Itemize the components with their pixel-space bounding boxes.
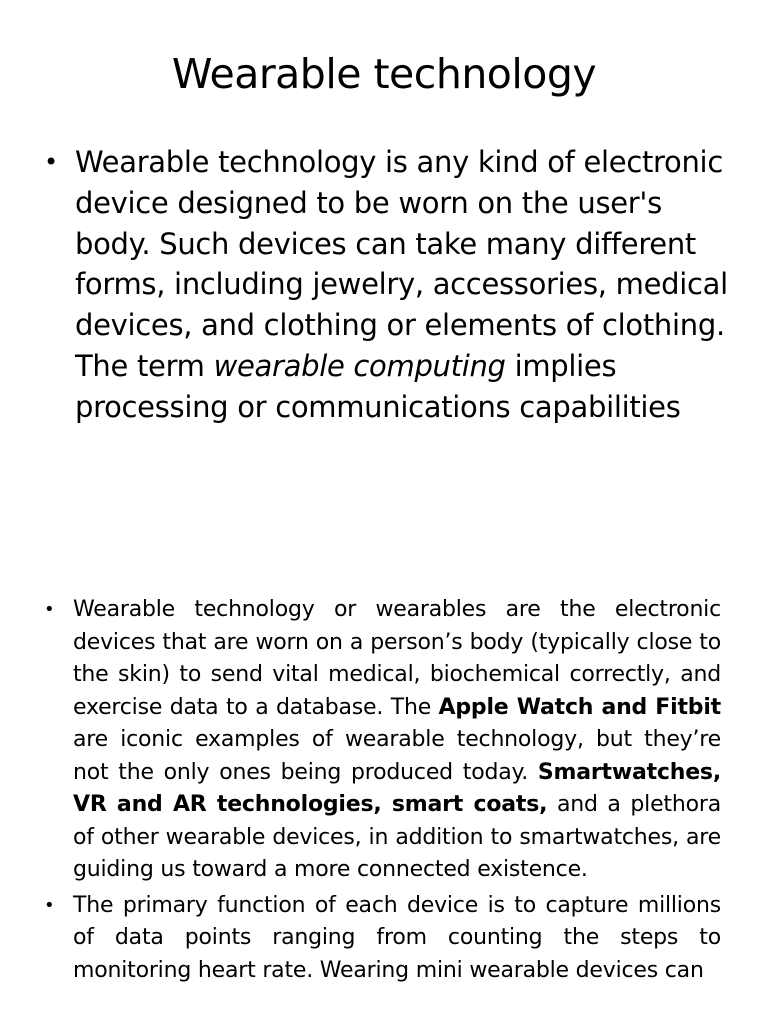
details-text-1: Wearable technology or wearables are the electronic devices that are worn on a person’s body (typically close to the skin) to send vital medical, biochemical correctly, and exercise data to a database. The [73,597,721,720]
bullet-icon: • [44,894,55,916]
intro-bullet-list [44,142,734,428]
details-bullet-item-2 [44,890,721,988]
details-bullet-item-1 [44,594,721,887]
details-bold-2: Smartwatches, VR and AR technologies, smart coats, [73,759,721,817]
details-text-2: are iconic examples of wearable technology, but they’re not the only ones being produced today. [73,727,721,785]
intro-bullet-item [44,142,734,428]
details-bullet-list [44,594,721,990]
details-text-3: and a plethora of other wearable devices, in addition to smartwatches, are guiding us toward a more connected existence. [73,792,721,882]
slide-title: Wearable technology [171,50,597,98]
intro-italic-term: wearable computing [213,348,506,383]
bullet-icon: • [44,148,58,176]
intro-text-end: implies processing or communications capabilities [75,348,681,424]
details-bold-1: Apple Watch and Fitbit [438,694,721,720]
details-text-4: The primary function of each device is to capture millions of data points ranging from counting the steps to monitoring heart rate. Wearing mini wearable devices can [73,892,721,983]
intro-text-start: Wearable technology is any kind of electronic device designed to be worn on the user's body. Such devices can take many different forms, including jewelry, accessories, medical devices, and clothing or elements of clothing. The term [75,145,728,383]
bullet-icon: • [44,599,55,620]
